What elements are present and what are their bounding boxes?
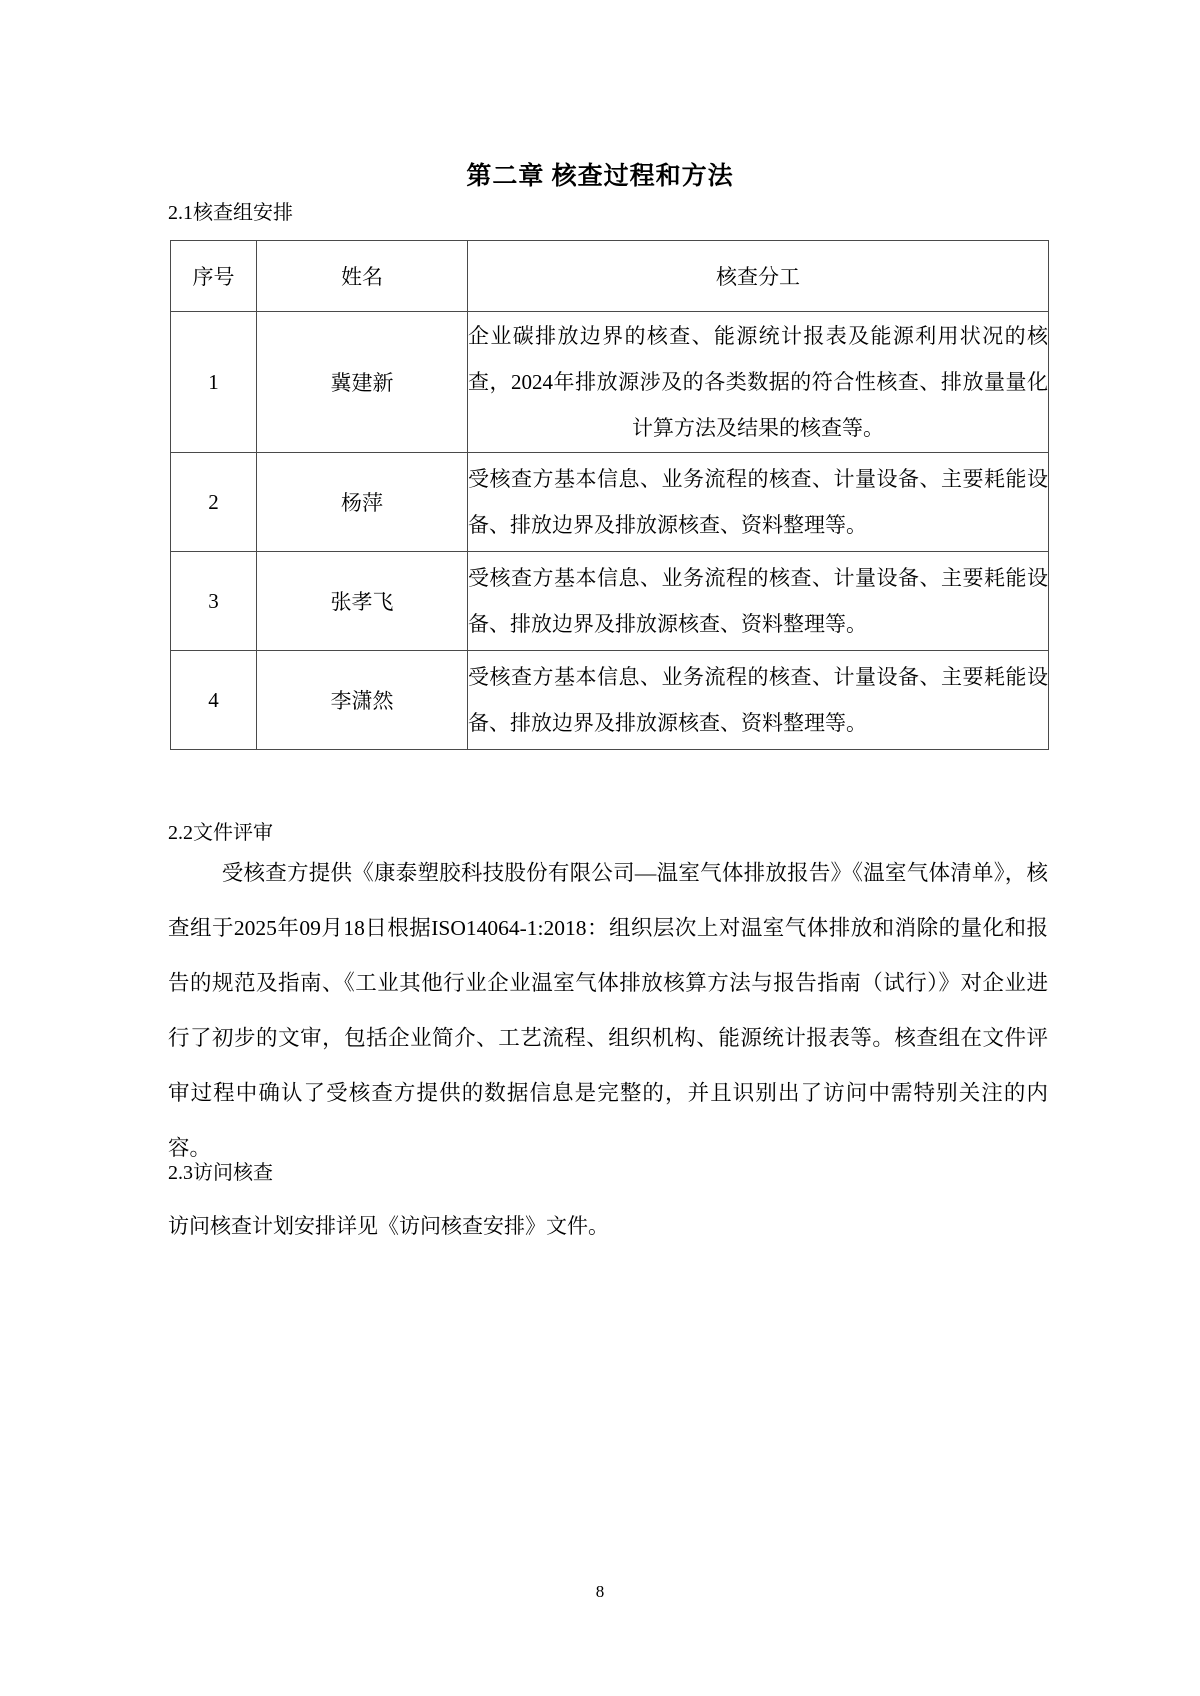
column-header-name: 姓名 <box>257 241 468 312</box>
section-heading-2-2: 2.2文件评审 <box>168 822 273 844</box>
section-heading-2-1: 2.1核查组安排 <box>168 202 293 224</box>
row-no: 4 <box>171 651 257 750</box>
table-row <box>171 312 1049 453</box>
chapter-title: 第二章 核查过程和方法 <box>466 163 734 190</box>
row-no: 3 <box>171 552 257 651</box>
row-duty: 受核查方基本信息、业务流程的核查、计量设备、主要耗能设备、排放边界及排放源核查、资料整理等。 <box>468 453 1049 552</box>
visit-verification-paragraph: 访问核查计划安排详见《访问核查安排》文件。 <box>168 1214 609 1238</box>
column-header-no: 序号 <box>171 241 257 312</box>
row-duty: 企业碳排放边界的核查、能源统计报表及能源利用状况的核查，2024年排放源涉及的各类数据的符合性核查、排放量量化计算方法及结果的核查等。 <box>468 312 1049 453</box>
row-duty: 受核查方基本信息、业务流程的核查、计量设备、主要耗能设备、排放边界及排放源核查、资料整理等。 <box>468 651 1049 750</box>
table-row <box>171 552 1049 651</box>
row-no: 2 <box>171 453 257 552</box>
section-heading-2-3: 2.3访问核查 <box>168 1162 273 1184</box>
table-row <box>171 453 1049 552</box>
column-header-duty: 核查分工 <box>468 241 1049 312</box>
document-review-paragraph: 受核查方提供《康泰塑胶科技股份有限公司—温室气体排放报告》《温室气体清单》，核查组于2025年09月18日根据ISO14064-1:2018：组织层次上对温室气体排放和消除的量化和报告的规范及指南、《工业其他行业企业温室气体排放核算方法与报告指南（试行）》对企业进行了初步的文审，包括企业简介、工艺流程、组织机构、能源统计报表等。核查组在文件评审过程中确认了受核查方提供的数据信息是完整的，并且识别出了访问中需特别关注的内容。 <box>168 861 1048 1160</box>
verification-team-table <box>170 240 1049 750</box>
table-header-row <box>171 241 1049 312</box>
row-name: 杨萍 <box>257 453 468 552</box>
row-name: 张孝飞 <box>257 552 468 651</box>
row-name: 李潇然 <box>257 651 468 750</box>
row-duty: 受核查方基本信息、业务流程的核查、计量设备、主要耗能设备、排放边界及排放源核查、资料整理等。 <box>468 552 1049 651</box>
row-no: 1 <box>171 312 257 453</box>
page-number: 8 <box>595 1582 605 1601</box>
table-row <box>171 651 1049 750</box>
row-name: 冀建新 <box>257 312 468 453</box>
